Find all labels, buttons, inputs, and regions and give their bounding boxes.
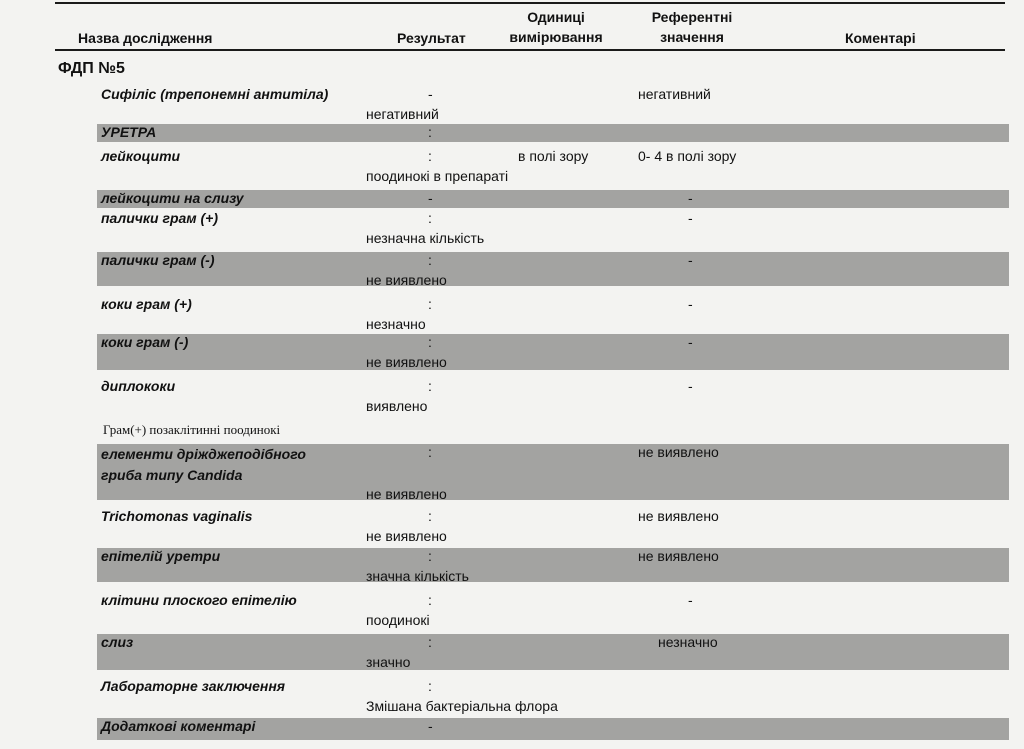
- row-reference: не виявлено: [638, 548, 719, 564]
- row-name: Trichomonas vaginalis: [101, 508, 253, 524]
- row-separator: :: [428, 634, 432, 650]
- row-reference: -: [688, 210, 693, 226]
- row-separator: :: [428, 334, 432, 350]
- header-name: Назва дослідження: [78, 30, 213, 46]
- row-name: палички грам (+): [101, 210, 219, 226]
- row-result: поодинокі: [366, 612, 430, 628]
- row-separator: :: [428, 592, 432, 608]
- row-name: УРЕТРА: [101, 124, 157, 140]
- row-separator: :: [428, 378, 432, 394]
- row-name: лейкоцити: [101, 148, 181, 164]
- row-reference: -: [688, 592, 693, 608]
- row-reference: -: [688, 296, 693, 312]
- row-result: не виявлено: [366, 272, 447, 288]
- row-separator: :: [428, 296, 432, 312]
- row-name: коки грам (-): [101, 334, 189, 350]
- header-ref-line1: Референтні: [651, 9, 733, 25]
- row-separator: :: [428, 252, 432, 268]
- row-name: диплококи: [101, 378, 176, 394]
- header-result: Результат: [397, 30, 466, 46]
- row-name: клітини плоского епітелію: [101, 592, 297, 608]
- row-result: не виявлено: [366, 354, 447, 370]
- row-result: негативний: [366, 106, 439, 122]
- header-comment: Коментарі: [845, 30, 916, 46]
- row-reference: негативний: [638, 86, 711, 102]
- row-result: значно: [366, 654, 411, 670]
- row-name: Сифіліс (трепонемні антитіла): [101, 86, 329, 102]
- row-name: слиз: [101, 634, 134, 650]
- row-shade: [97, 334, 1009, 370]
- row-result: значна кількість: [366, 568, 469, 584]
- row-separator: :: [428, 124, 432, 140]
- row-name: палички грам (-): [101, 252, 215, 268]
- row-reference: -: [688, 334, 693, 350]
- row-result: Змішана бактеріальна флора: [366, 698, 558, 714]
- row-shade: [97, 634, 1009, 670]
- row-result: не виявлено: [366, 486, 447, 502]
- row-separator: -: [428, 86, 433, 102]
- row-reference: -: [688, 378, 693, 394]
- row-result: не виявлено: [366, 528, 447, 544]
- row-separator: :: [428, 210, 432, 226]
- row-result: виявлено: [366, 398, 428, 414]
- row-name: коки грам (+): [101, 296, 192, 312]
- row-reference: -: [688, 190, 693, 206]
- row-units: в полі зору: [518, 148, 589, 164]
- row-reference: 0- 4 в полі зору: [638, 148, 737, 164]
- row-separator: :: [428, 148, 432, 164]
- header-units-line2: вимірювання: [509, 29, 603, 45]
- header-ref-line2: значення: [660, 29, 724, 45]
- row-name: лейкоцити на слизу: [101, 190, 244, 206]
- row-separator: -: [428, 718, 433, 734]
- section-title: ФДП №5: [58, 60, 125, 77]
- row-name: Додаткові коментарі: [101, 718, 256, 734]
- row-shade: [97, 124, 1009, 142]
- row-reference: не виявлено: [638, 444, 719, 460]
- row-name: епітелій уретри: [101, 548, 221, 564]
- row-shade: [97, 252, 1009, 286]
- row-name: елементи дріжджеподібного гриба типу Candida: [101, 446, 306, 483]
- row-reference: не виявлено: [638, 508, 719, 524]
- row-reference: -: [688, 252, 693, 268]
- row-separator: :: [428, 678, 432, 694]
- row-shade: [97, 548, 1009, 582]
- header-units-line1: Одиниці: [527, 9, 585, 25]
- row-reference: незначно: [658, 634, 718, 650]
- row-separator: :: [428, 444, 432, 460]
- row-result: незначна кількість: [366, 230, 485, 246]
- row-separator: :: [428, 508, 432, 524]
- row-result: незначно: [366, 316, 426, 332]
- row-separator: :: [428, 548, 432, 564]
- row-result: поодинокі в препараті: [366, 168, 509, 184]
- row-separator: -: [428, 190, 433, 206]
- row-name: Лабораторне заключення: [101, 678, 286, 694]
- diplococci-note: Грам(+) позаклітинні поодинокі: [103, 422, 281, 437]
